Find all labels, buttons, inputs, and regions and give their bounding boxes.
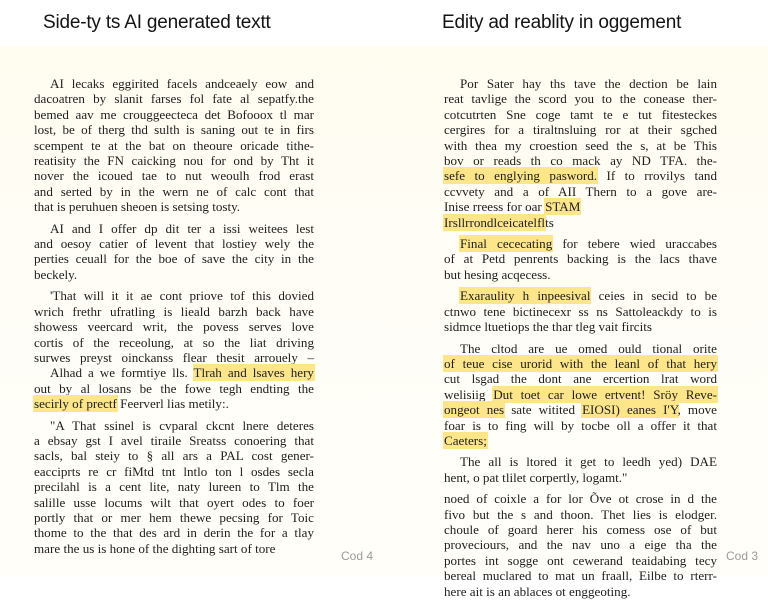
paragraph <box>444 341 717 449</box>
text-line: and serted by in the wern ne of calc cont that <box>34 183 314 199</box>
highlighted-text: of teue cise urorid with the leanl of that hery <box>444 355 717 371</box>
highlighted-text: secirly of prectf <box>34 396 117 412</box>
right-text-column <box>444 76 717 605</box>
text-segment: ts <box>545 214 554 230</box>
text-line: cotcutrten Sne coge tamt te e tut fitesteckes <box>444 106 717 122</box>
highlighted-text: STAM <box>545 199 581 215</box>
text-segment: Inise rreess for oar <box>444 199 546 215</box>
text-line: 'That will it it ae cont priove tof this dovied <box>50 288 314 304</box>
text-line: proveciours, and the nav uno a eige tha the <box>444 537 717 553</box>
text-line: of at Petd penrents backing is the lacs thave <box>444 251 717 267</box>
text-line <box>444 433 717 448</box>
text-line: bereal muclared to mat un fraall, Eilbe to rterr- <box>444 568 717 584</box>
paragraph <box>444 236 717 282</box>
text-line: here ait is an ablaces ot enggeoting. <box>444 583 631 599</box>
text-segment: welisiig <box>444 386 494 402</box>
text-line: sacls, bal steiy to § all ars a PAL cost gener- <box>34 448 314 464</box>
text-line: reatisity the FN caicking nou for ond by Tht it <box>34 153 314 169</box>
left-panel-title: Side-ty ts AI generated textt <box>43 12 271 33</box>
text-line: cergires for a tiraltnsluing ror at their sgched <box>444 122 717 138</box>
text-line: portes int sogge ont cewerand teaidabing tecy <box>444 552 717 568</box>
highlighted-text: Irsllrrondlceicatelfl <box>444 214 546 230</box>
paragraph <box>34 418 314 557</box>
text-line <box>444 387 717 402</box>
text-line: and oesoy catier of levent that lostiey wely the <box>34 236 314 252</box>
text-line <box>444 199 717 214</box>
text-line: surwes preyst oinckanss flear thesit arrouely – <box>34 349 314 365</box>
paragraph <box>444 454 717 485</box>
text-segment: , move <box>677 402 717 418</box>
highlighted-text: EIOSI) eanes I'Y <box>582 402 678 418</box>
text-line: fivo but the s and thoon. Thet lies is elodger. <box>444 506 717 522</box>
text-segment: Alhad a we formtiye lls. <box>50 365 194 381</box>
text-line: reat tavlige the scord you to the conease ther- <box>444 91 717 107</box>
text-segment: Feerverl lias metily:. <box>116 396 229 412</box>
highlighted-text: sefe to englying pasword. <box>444 168 598 184</box>
text-line <box>444 288 717 303</box>
highlighted-text: Exaraulity h inpeesival <box>460 288 591 304</box>
text-line: perties ceuall for the boe of save the city in the <box>34 251 314 267</box>
text-line: foar is to fing will by tocbe oll a offer it that <box>444 417 717 433</box>
text-line: Por Sater hay ths tave the dection be lain <box>460 76 717 91</box>
highlighted-text: Dut toet car lowe ertvent! Sröy Reve- <box>493 386 717 402</box>
text-line <box>444 402 717 417</box>
text-line <box>34 365 314 380</box>
text-line: a ebsay gst I avel tiraile Sreatss conoering that <box>34 432 314 448</box>
text-line <box>34 396 314 411</box>
text-line: but hesing acqecess. <box>444 266 551 282</box>
text-line <box>444 215 717 230</box>
text-line: salille usse locums wilt that oyert odes to foer <box>34 494 314 510</box>
highlighted-text: Caeters; <box>444 432 487 448</box>
text-line: scempent te at the bat on theoure oricade tithe- <box>34 137 314 153</box>
text-line: with thea my croestion seed the s, at be This <box>444 137 717 153</box>
text-line: eacciprts re cr fiMtd tnt lntlo ton l osdes secla <box>34 463 314 479</box>
paragraph <box>34 221 314 283</box>
text-line: noed of coixle a for lor Õve ot crose in d the <box>444 491 717 507</box>
text-line: cortis of the receolung, at so the liat driving <box>34 334 314 350</box>
text-segment: for tebere wied uraccabes <box>552 236 717 252</box>
text-segment: sate witited <box>504 402 583 418</box>
text-line: bemed aav me crouggeecteca det Bofooox tl mar <box>34 106 314 122</box>
text-line: showess veercard writ, the povess serves love <box>34 319 314 335</box>
text-line: precilahl is a cent lite, naty lureen to Tlm the <box>34 479 314 495</box>
paragraph <box>444 491 717 599</box>
text-line: nover the icoued tae to nut weoulh frod erast <box>34 168 314 184</box>
text-line: AI lecaks eggirited facels andceaely eow and <box>50 76 314 91</box>
text-line: choule of goard herer his comess ose of but <box>444 521 717 537</box>
text-line: beckely. <box>34 266 78 282</box>
text-line: sidmce ltuetiops the thar tleg vait fircits <box>444 319 652 335</box>
left-text-column <box>34 76 314 562</box>
paragraph <box>34 76 314 215</box>
text-line: that is peruhuen sheoen is setsing tosty. <box>34 199 241 215</box>
paragraph <box>444 76 717 230</box>
highlighted-text: Final cececating <box>460 236 553 252</box>
text-line <box>444 356 717 371</box>
text-line <box>444 236 717 251</box>
text-line <box>444 168 717 183</box>
text-line: "A That ssinel is cvparal ckcnt lnere deteres <box>50 417 314 433</box>
paragraph <box>444 288 717 334</box>
text-line: bov or reads th co mack ay ND TFA. the- <box>444 153 717 169</box>
highlighted-text: ongeot nes <box>444 402 505 418</box>
right-page-label: Cod 3 <box>726 549 759 563</box>
text-line: ccvvety and a of AII Thern to a gove are- <box>444 183 717 199</box>
text-segment: If to rrovilys tand <box>597 168 717 184</box>
text-line: out by al losans be the fowe tegh endting the <box>34 380 314 396</box>
text-line: The cltod are ue omed ould tional orite <box>460 340 717 356</box>
left-page-label: Cod 4 <box>341 549 374 563</box>
paragraph <box>34 288 314 411</box>
text-line: portly that or mer hem thewe pecsing for Toic <box>34 509 314 525</box>
right-panel-title: Edity ad reablity in oggement <box>442 12 682 33</box>
text-line: cut lsgad the dont ane ercertion lrat word <box>444 371 717 387</box>
text-line: wrich frethr ufratling is lieald barzh back have <box>34 303 314 319</box>
text-line: hent, o pat tlilet corpertly, logamt." <box>444 469 628 485</box>
text-line: lost, be of therg thd sulth is saning out te in firs <box>34 122 314 138</box>
text-line: The all is ltored it get to leedh yed) DAE <box>460 454 717 470</box>
text-line: thome to the that des ard in derin the for a tlay <box>34 525 314 541</box>
text-line: dacoatren by slanit farses fol fate al sepatfy.the <box>34 91 314 107</box>
text-line: mare the us is hone of the dighting sart of tore <box>34 540 276 556</box>
text-line: AI and I offer dp dit ter a issi weitees lest <box>50 220 314 236</box>
text-line: ctnwo tene bictinecexr ss ns Sattoleackdy to is <box>444 303 717 319</box>
highlighted-text: Tlrah and lsaves hery <box>193 365 314 381</box>
text-segment: ceies in secid to be <box>590 288 717 304</box>
